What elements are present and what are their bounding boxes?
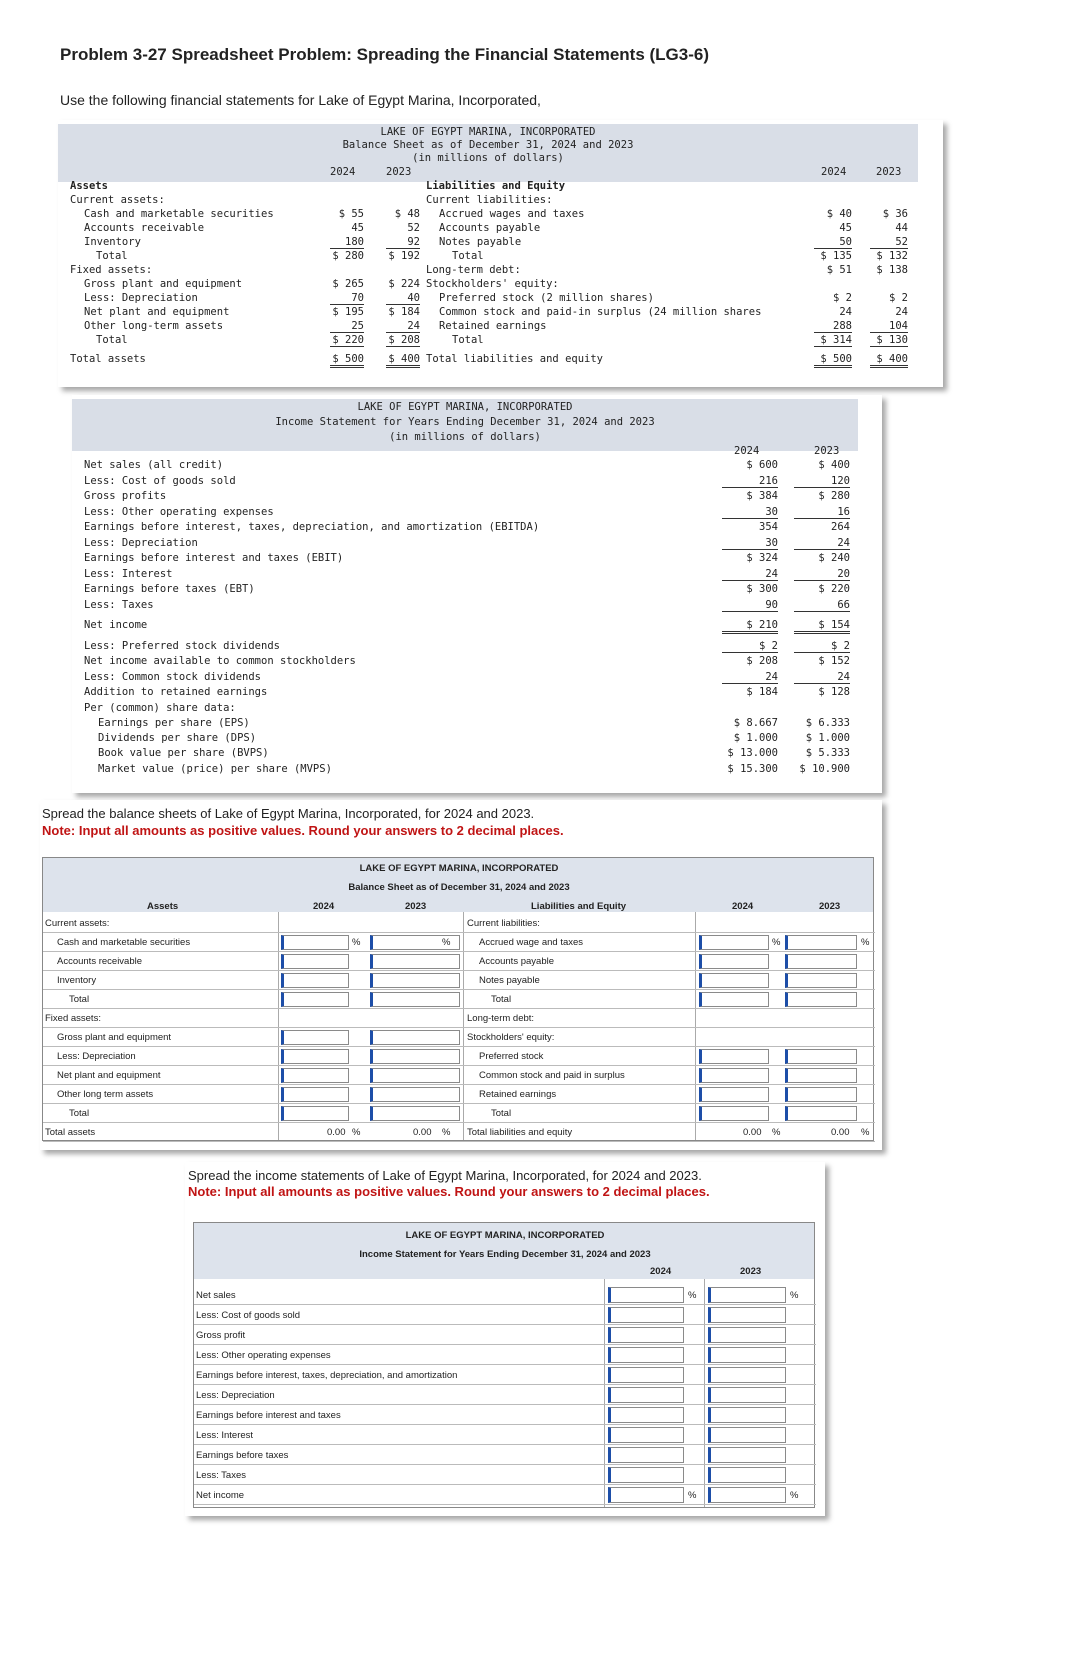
spread-is-input-2023[interactable] (708, 1307, 786, 1323)
spread-is-panel (185, 1162, 825, 1516)
spread-bs-input-2024-value[interactable] (281, 954, 349, 969)
spread-bs-liab-label: Total (491, 994, 512, 1005)
bs-liab-label: Stockholders' equity: (426, 278, 559, 290)
is-value-2024: 216 (722, 475, 778, 488)
bs-year-2024-right: 2024 (821, 166, 847, 178)
is-units: (in millions of dollars) (389, 431, 541, 443)
bs-asset-value-2024: $ 500 (330, 353, 364, 368)
bs-liab-value-2023: $ 36 (882, 208, 908, 220)
spread-bs-input-2023-liab[interactable] (785, 1106, 857, 1121)
bs-liab-value-2023: $ 138 (876, 264, 908, 276)
spread-bs-row (43, 914, 875, 933)
bs-asset-value-2023: $ 48 (394, 208, 420, 220)
is-value-2024: 24 (722, 568, 778, 581)
bs-asset-label: Other long-term assets (84, 320, 224, 332)
is-label: Book value per share (BVPS) (98, 747, 269, 759)
spread-is-label: Net income (196, 1490, 245, 1501)
spread-is-label: Earnings before interest and taxes (196, 1410, 341, 1421)
is-label: Dividends per share (DPS) (98, 732, 257, 744)
spread-bs-liab-label: Common stock and paid in surplus (479, 1070, 625, 1081)
percent-sign: % (442, 1127, 451, 1138)
bs-asset-value-2023: $ 400 (386, 353, 420, 368)
spread-bs-liab-label: Total liabilities and equity (467, 1127, 573, 1138)
spread-bs-input-2024-value[interactable] (281, 1068, 349, 1083)
bs-liab-value-2024: $ 314 (814, 334, 852, 347)
bs-asset-value-2024: 25 (330, 320, 364, 333)
spread-bs-input-2024-liab[interactable] (699, 992, 769, 1007)
spread-bs-year-2024-right: 2024 (732, 901, 754, 912)
spread-bs-input-2023-value[interactable] (370, 992, 460, 1007)
bs-liab-value-2023: 104 (870, 320, 908, 333)
bs-liab-value-2024: 45 (839, 222, 852, 234)
bs-asset-value-2023: 40 (386, 292, 420, 305)
is-value-2023: $ 220 (818, 583, 850, 595)
is-value-2023: $ 1.000 (805, 732, 850, 744)
spread-is-input-2023[interactable] (708, 1327, 786, 1343)
spread-is-year-2024: 2024 (650, 1266, 672, 1277)
bs-liab-label: Retained earnings (439, 320, 547, 332)
spread-bs-note: Note: Input all amounts as positive values. Round your answers to 2 decimal places. (42, 823, 564, 838)
bs-liab-value-2023: $ 400 (870, 353, 908, 368)
is-year-2023: 2023 (814, 445, 840, 457)
is-value-2023: 120 (794, 475, 850, 488)
spread-is-input-2023[interactable] (708, 1347, 786, 1363)
bs-liab-value-2023: 52 (870, 236, 908, 249)
is-company: LAKE OF EGYPT MARINA, INCORPORATED (357, 401, 573, 413)
bs-asset-value-2023: $ 224 (388, 278, 420, 290)
is-value-2024: $ 8.667 (733, 717, 778, 729)
spread-bs-assets-heading: Assets (147, 901, 179, 912)
spread-bs-asset-label: Total (69, 1108, 90, 1119)
bs-liab-label: Common stock and paid-in surplus (24 million shares (439, 306, 762, 318)
is-label: Less: Depreciation (84, 537, 198, 549)
spread-is-input-2023[interactable] (708, 1407, 786, 1423)
spread-bs-liab-label: Stockholders' equity: (467, 1032, 555, 1043)
bs-asset-value-2023: 24 (386, 320, 420, 333)
spread-bs-input-2023-liab[interactable] (785, 1068, 857, 1083)
is-value-2023: $ 2 (794, 640, 850, 653)
spread-bs-asset-label: Other long term assets (57, 1089, 154, 1100)
is-label: Less: Cost of goods sold (84, 475, 236, 487)
is-value-2024: $ 13.000 (727, 747, 778, 759)
spread-is-input-2024[interactable] (608, 1307, 684, 1323)
percent-sign: % (772, 937, 781, 948)
spread-is-label: Less: Interest (196, 1430, 254, 1441)
is-value-2023: $ 6.333 (805, 717, 850, 729)
percent-sign: % (790, 1490, 799, 1501)
bs-liab-value-2024: $ 135 (820, 250, 852, 262)
is-label: Less: Interest (84, 568, 173, 580)
bs-asset-label: Gross plant and equipment (84, 278, 243, 290)
bs-liab-value-2023: $ 130 (870, 334, 908, 347)
is-value-2024: $ 2 (722, 640, 778, 653)
spread-bs-asset-label: Fixed assets: (45, 1013, 101, 1024)
spread-bs-liab-label: Retained earnings (479, 1089, 557, 1100)
spread-is-input-2024[interactable] (608, 1327, 684, 1343)
spread-bs-row (43, 1009, 875, 1028)
spread-bs-liab-label: Notes payable (479, 975, 540, 986)
spread-bs-asset-label: Gross plant and equipment (57, 1032, 172, 1043)
spread-bs-input-2023-value[interactable] (370, 954, 460, 969)
is-value-2024: 30 (722, 506, 778, 519)
spread-is-label: Net sales (196, 1290, 236, 1301)
spread-bs-year-2024-left: 2024 (313, 901, 335, 912)
bs-asset-label: Cash and marketable securities (84, 208, 274, 220)
bs-asset-value-2024: $ 280 (332, 250, 364, 262)
bs-asset-value-2023: 92 (386, 236, 420, 249)
spread-bs-asset-label: Accounts receivable (57, 956, 143, 967)
bs-asset-value-2023: $ 184 (388, 306, 420, 318)
spread-bs-liab-label: Accounts payable (479, 956, 554, 967)
is-value-2023: $ 154 (794, 619, 850, 634)
intro-text: Use the following financial statements for Lake of Egypt Marina, Incorporated, (60, 92, 541, 108)
spread-is-label: Earnings before taxes (196, 1450, 289, 1461)
bs-units: (in millions of dollars) (412, 152, 564, 164)
income-statement-panel (72, 395, 882, 793)
spread-bs-input-2024-value[interactable] (281, 992, 349, 1007)
spread-bs-liab-heading: Liabilities and Equity (531, 901, 627, 912)
spread-bs-total-assets-2024: 0.00 (327, 1127, 346, 1138)
spread-is-input-2024[interactable] (608, 1447, 684, 1463)
is-value-2024: $ 324 (746, 552, 778, 564)
bs-assets-heading: Assets (70, 180, 108, 192)
is-value-2023: $ 128 (818, 686, 850, 698)
bs-asset-label: Total assets (70, 353, 146, 365)
spread-is-label: Less: Taxes (196, 1470, 246, 1481)
spread-bs-instruction: Spread the balance sheets of Lake of Egypt Marina, Incorporated, for 2024 and 2023. (42, 806, 535, 821)
spread-is-input-2023[interactable] (708, 1387, 786, 1403)
percent-sign: % (861, 1127, 870, 1138)
spread-is-input-2024[interactable] (608, 1427, 684, 1443)
spread-bs-liab-label: Accrued wage and taxes (479, 937, 584, 948)
spread-bs-input-2023-liab[interactable] (785, 992, 857, 1007)
is-value-2023: 66 (794, 599, 850, 612)
is-label: Earnings before taxes (EBT) (84, 583, 255, 595)
bs-asset-label: Total (96, 334, 128, 346)
is-value-2023: $ 400 (818, 459, 850, 471)
is-value-2023: 24 (794, 671, 850, 684)
is-label: Less: Preferred stock dividends (84, 640, 280, 652)
spread-is-input-2024[interactable] (608, 1467, 684, 1483)
bs-asset-label: Inventory (84, 236, 141, 248)
spread-bs-panel (40, 800, 882, 1150)
bs-liab-label: Current liabilities: (426, 194, 553, 206)
is-value-2023: $ 280 (818, 490, 850, 502)
bs-asset-label: Current assets: (70, 194, 165, 206)
bs-asset-label: Less: Depreciation (84, 292, 198, 304)
bs-liab-value-2024: $ 2 (833, 292, 852, 304)
spread-bs-liab-label: Long-term debt: (467, 1013, 535, 1024)
bs-asset-value-2024: 70 (330, 292, 364, 305)
spread-bs-input-2024-value[interactable] (281, 1106, 349, 1121)
bs-asset-value-2024: 180 (330, 236, 364, 249)
spread-is-input-2023[interactable] (708, 1287, 786, 1303)
spread-bs-input-2023-liab[interactable] (785, 1087, 857, 1102)
is-value-2024: $ 208 (746, 655, 778, 667)
spread-bs-asset-label: Total assets (45, 1127, 96, 1138)
bs-year-2024-left: 2024 (330, 166, 356, 178)
spread-bs-input-2023-liab[interactable] (785, 973, 857, 988)
spread-is-input-2023[interactable] (708, 1487, 786, 1503)
is-label: Earnings before interest, taxes, depreciation, and amortization (EBITDA) (84, 521, 540, 533)
bs-asset-label: Accounts receivable (84, 222, 205, 234)
is-label: Market value (price) per share (MVPS) (98, 763, 332, 775)
percent-sign: % (790, 1290, 799, 1301)
is-value-2023: 20 (794, 568, 850, 581)
spread-bs-total-liab-2024: 0.00 (743, 1127, 762, 1138)
spread-bs-input-2024-liab[interactable] (699, 1049, 769, 1064)
bs-asset-label: Fixed assets: (70, 264, 153, 276)
bs-asset-value-2024: $ 265 (332, 278, 364, 290)
bs-asset-value-2024: $ 195 (332, 306, 364, 318)
bs-asset-label: Total (96, 250, 128, 262)
bs-year-2023-right: 2023 (876, 166, 902, 178)
is-value-2023: 24 (794, 537, 850, 550)
is-label: Net sales (all credit) (84, 459, 224, 471)
bs-liab-label: Accounts payable (439, 222, 541, 234)
spread-is-input-2024[interactable] (608, 1347, 684, 1363)
spread-bs-input-2024-value[interactable] (281, 1049, 349, 1064)
spread-is-input-2023[interactable] (708, 1447, 786, 1463)
spread-bs-liab-label: Current liabilities: (467, 918, 540, 929)
spread-bs-subtitle: Balance Sheet as of December 31, 2024 and 2023 (348, 882, 570, 893)
percent-sign: % (442, 937, 451, 948)
is-label: Earnings before interest and taxes (EBIT) (84, 552, 344, 564)
bs-liab-value-2024: $ 51 (826, 264, 852, 276)
page-title: Problem 3-27 Spreadsheet Problem: Spreading the Financial Statements (LG3-6) (60, 45, 709, 64)
spread-bs-input-2024-liab[interactable] (699, 1087, 769, 1102)
is-subtitle: Income Statement for Years Ending December 31, 2024 and 2023 (275, 416, 655, 428)
is-value-2024: $ 15.300 (727, 763, 778, 775)
spread-is-input-2024[interactable] (608, 1287, 684, 1303)
bs-company: LAKE OF EGYPT MARINA, INCORPORATED (380, 126, 596, 138)
is-value-2024: $ 184 (746, 686, 778, 698)
spread-bs-input-2024-value[interactable] (281, 1087, 349, 1102)
spread-is-label: Less: Depreciation (196, 1390, 275, 1401)
bs-asset-value-2023: 52 (407, 222, 420, 234)
spread-bs-year-2023-right: 2023 (819, 901, 841, 912)
bs-year-2023-left: 2023 (386, 166, 412, 178)
spread-is-instruction: Spread the income statements of Lake of Egypt Marina, Incorporated, for 2024 and 2023. (188, 1168, 702, 1183)
bs-asset-value-2024: $ 220 (330, 334, 364, 347)
bs-subtitle: Balance Sheet as of December 31, 2024 and 2023 (342, 139, 634, 151)
is-label: Less: Other operating expenses (84, 506, 274, 518)
spread-bs-input-2023-value[interactable] (370, 1068, 460, 1083)
percent-sign: % (772, 1127, 781, 1138)
percent-sign: % (688, 1290, 697, 1301)
bs-liab-value-2024: 24 (839, 306, 852, 318)
spread-bs-form (42, 857, 874, 1141)
is-value-2023: $ 240 (818, 552, 850, 564)
spread-bs-asset-label: Less: Depreciation (57, 1051, 136, 1062)
is-label: Per (common) share data: (84, 702, 236, 714)
is-label: Less: Taxes (84, 599, 154, 611)
spread-is-label: Earnings before interest, taxes, depreciation, and amortization (196, 1370, 458, 1381)
spread-is-input-2024[interactable] (608, 1387, 684, 1403)
spread-bs-asset-label: Current assets: (45, 918, 110, 929)
percent-sign: % (688, 1490, 697, 1501)
balance-sheet-panel (58, 120, 943, 387)
bs-liab-label: Total (452, 250, 484, 262)
bs-liab-value-2023: 24 (895, 306, 908, 318)
is-value-2024: 354 (759, 521, 778, 533)
bs-liab-value-2023: $ 2 (889, 292, 908, 304)
is-value-2024: 30 (722, 537, 778, 550)
is-value-2023: 264 (831, 521, 850, 533)
spread-bs-total-assets-2023: 0.00 (413, 1127, 432, 1138)
is-value-2023: $ 10.900 (799, 763, 850, 775)
is-value-2024: 24 (722, 671, 778, 684)
bs-liab-value-2024: $ 500 (814, 353, 852, 368)
spread-bs-asset-label: Net plant and equipment (57, 1070, 161, 1081)
spread-bs-company: LAKE OF EGYPT MARINA, INCORPORATED (359, 863, 559, 874)
bs-liab-label: Notes payable (439, 236, 522, 248)
is-value-2024: $ 600 (746, 459, 778, 471)
is-value-2024: $ 210 (722, 619, 778, 634)
bs-asset-value-2023: $ 192 (388, 250, 420, 262)
bs-liab-value-2024: $ 40 (826, 208, 852, 220)
is-value-2024: $ 300 (746, 583, 778, 595)
is-value-2023: 16 (794, 506, 850, 519)
bs-liab-value-2023: 44 (895, 222, 908, 234)
is-value-2023: $ 152 (818, 655, 850, 667)
spread-bs-input-2024-value[interactable] (281, 973, 349, 988)
spread-is-label: Gross profit (196, 1330, 246, 1341)
spread-bs-liab-label: Preferred stock (479, 1051, 544, 1062)
spread-is-label: Less: Other operating expenses (196, 1350, 331, 1361)
spread-bs-total-liab-2023: 0.00 (831, 1127, 850, 1138)
bs-asset-value-2023: $ 208 (386, 334, 420, 347)
spread-bs-asset-label: Total (69, 994, 90, 1005)
spread-is-form (193, 1222, 815, 1508)
is-label: Gross profits (84, 490, 167, 502)
is-label: Net income (84, 619, 148, 631)
bs-liab-value-2024: 288 (814, 320, 852, 333)
spread-bs-input-2024-liab[interactable] (699, 1106, 769, 1121)
spread-bs-input-2023-value[interactable] (370, 1049, 460, 1064)
bs-liab-label: Preferred stock (2 million shares) (439, 292, 654, 304)
is-value-2024: $ 384 (746, 490, 778, 502)
spread-is-label: Less: Cost of goods sold (196, 1310, 301, 1321)
spread-is-input-2023[interactable] (708, 1427, 786, 1443)
spread-is-input-2024[interactable] (608, 1487, 684, 1503)
is-value-2024: $ 1.000 (733, 732, 778, 744)
bs-liab-label: Accrued wages and taxes (439, 208, 585, 220)
bs-asset-label: Net plant and equipment (84, 306, 230, 318)
bs-asset-value-2024: $ 55 (338, 208, 364, 220)
spread-bs-input-2024-liab[interactable] (699, 973, 769, 988)
spread-bs-input-2023-value[interactable] (370, 973, 460, 988)
spread-bs-asset-label: Inventory (57, 975, 97, 986)
spread-bs-liab-label: Total (491, 1108, 512, 1119)
percent-sign: % (861, 937, 870, 948)
is-label: Net income available to common stockholders (84, 655, 356, 667)
spread-is-input-2023[interactable] (708, 1467, 786, 1483)
spread-bs-input-2024-liab[interactable] (699, 954, 769, 969)
spread-bs-input-2023-liab[interactable] (785, 935, 857, 950)
spread-bs-input-2023-value[interactable] (370, 1030, 460, 1045)
is-label: Less: Common stock dividends (84, 671, 262, 683)
bs-liab-heading: Liabilities and Equity (426, 180, 566, 192)
spread-is-input-2024[interactable] (608, 1367, 684, 1383)
is-value-2024: 90 (722, 599, 778, 612)
bs-liab-value-2024: 50 (814, 236, 852, 249)
spread-bs-input-2024-value[interactable] (281, 935, 349, 950)
spread-bs-input-2024-value[interactable] (281, 1030, 349, 1045)
spread-is-input-2024[interactable] (608, 1407, 684, 1423)
is-label: Earnings per share (EPS) (98, 717, 250, 729)
spread-bs-input-2023-liab[interactable] (785, 1049, 857, 1064)
percent-sign: % (352, 937, 361, 948)
spread-bs-input-2024-liab[interactable] (699, 935, 769, 950)
spread-is-company: LAKE OF EGYPT MARINA, INCORPORATED (405, 1230, 605, 1241)
spread-bs-input-2023-liab[interactable] (785, 954, 857, 969)
is-value-2023: $ 5.333 (805, 747, 850, 759)
bs-liab-label: Total (452, 334, 484, 346)
bs-liab-label: Total liabilities and equity (426, 353, 604, 365)
spread-bs-input-2023-value[interactable] (370, 1087, 460, 1102)
spread-is-note: Note: Input all amounts as positive values. Round your answers to 2 decimal places. (188, 1184, 710, 1199)
is-year-2024: 2024 (734, 445, 760, 457)
percent-sign: % (352, 1127, 361, 1138)
is-label: Addition to retained earnings (84, 686, 268, 698)
spread-bs-year-2023-left: 2023 (405, 901, 427, 912)
spread-is-input-2023[interactable] (708, 1367, 786, 1383)
bs-liab-label: Long-term debt: (426, 264, 521, 276)
spread-bs-input-2023-value[interactable] (370, 1106, 460, 1121)
spread-is-year-2023: 2023 (740, 1266, 762, 1277)
bs-liab-value-2023: $ 132 (876, 250, 908, 262)
spread-bs-input-2024-liab[interactable] (699, 1068, 769, 1083)
spread-is-subtitle: Income Statement for Years Ending December 31, 2024 and 2023 (359, 1249, 651, 1260)
spread-bs-asset-label: Cash and marketable securities (57, 937, 191, 948)
bs-asset-value-2024: 45 (351, 222, 364, 234)
